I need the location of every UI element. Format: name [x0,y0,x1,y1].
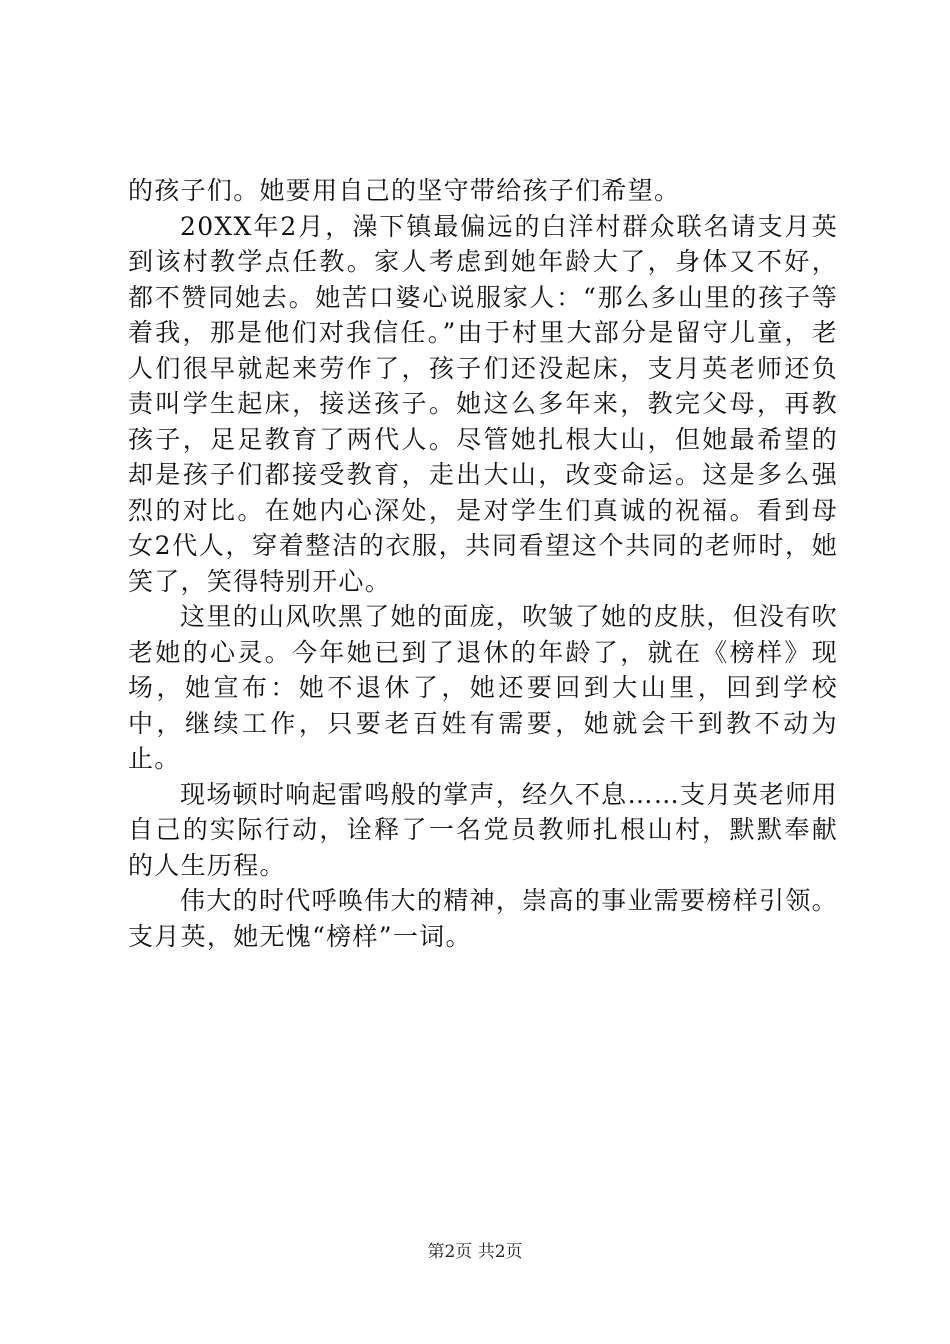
paragraph: 现场顿时响起雷鸣般的掌声，经久不息……支月英老师用自己的实际行动，诠释了一名党员教师扎根山村，默默奉献的人生历程。 [128,779,838,880]
page-footer: 第2页 共2页 [427,1242,523,1262]
paragraph: 伟大的时代呼唤伟大的精神，崇高的事业需要榜样引领。支月英，她无愧“榜样”一词。 [128,886,838,951]
document-body [128,173,838,954]
paragraph: 20XX年2月，澡下镇最偏远的白洋村群众联名请支月英到该村教学点任教。家人考虑到她年龄大了，身体又不好，都不赞同她去。她苦口婆心说服家人：“那么多山里的孩子等着我，那是他们对我信任。”由于村里大部分是留守儿童，老人们很早就起来劳作了，孩子们还没起床，支月英老师还负责叫学生起床，接送孩子。她这么多年来，教完父母，再教孩子，足足教育了两代人。尽管她扎根大山，但她最希望的却是孩子们都接受教育，走出大山，改变命运。这是多么强烈的对比。在她内心深处，是对学生们真诚的祝福。看到母女2代人，穿着整洁的衣服，共同看望这个共同的老师时，她笑了，笑得特别开心。 [128,211,838,596]
paragraph-continuation: 的孩子们。她要用自己的坚守带给孩子们希望。 [128,176,681,205]
paragraph: 这里的山风吹黑了她的面庞，吹皱了她的皮肤，但没有吹老她的心灵。今年她已到了退休的年龄了，就在《榜样》现场，她宣布：她不退休了，她还要回到大山里，回到学校中，继续工作，只要老百姓有需要，她就会干到教不动为止。 [128,602,838,773]
